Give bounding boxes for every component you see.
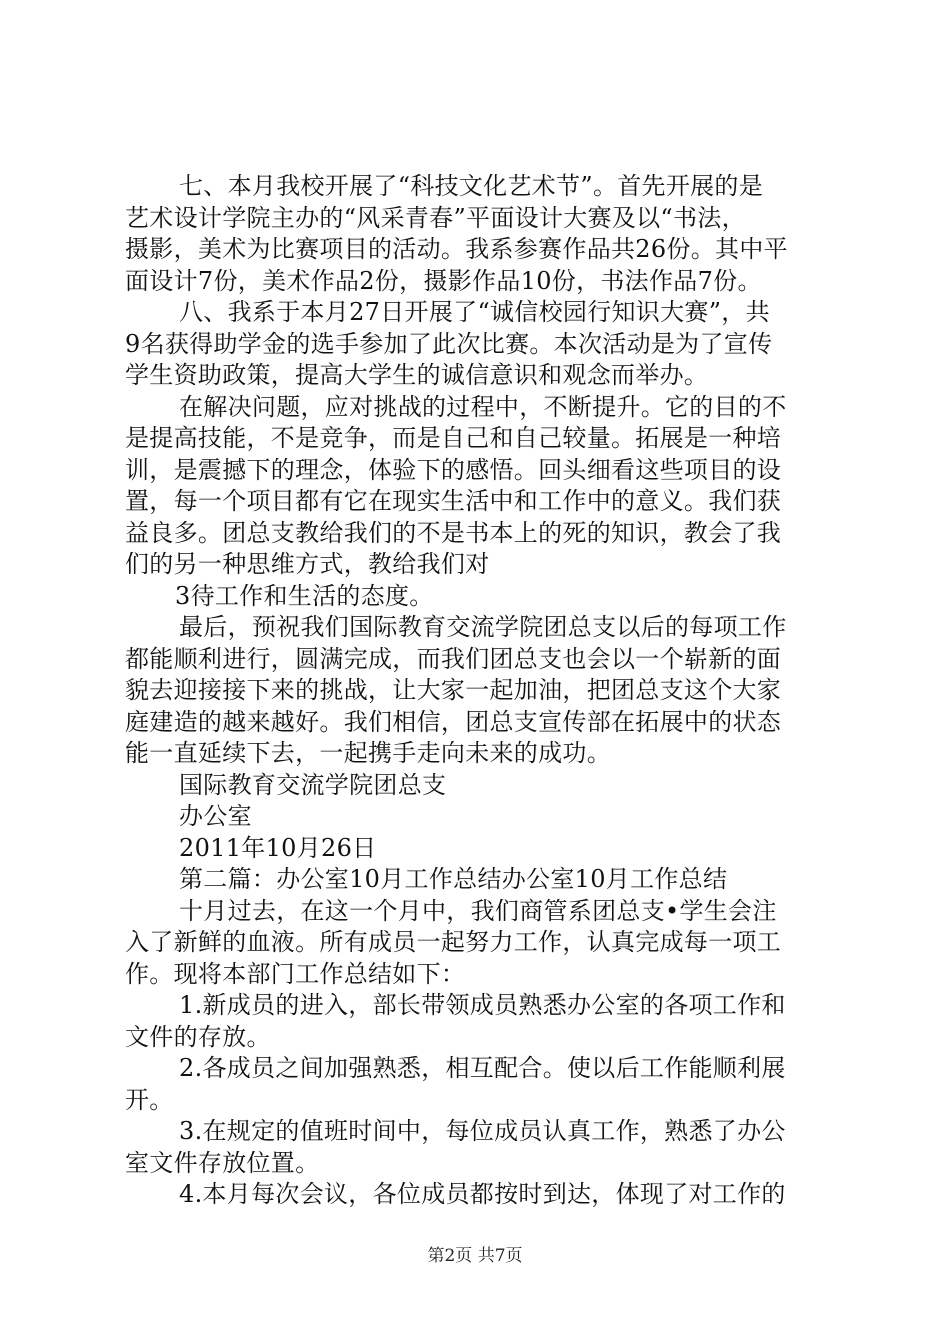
text-line: 们的另一种思维方式，教给我们对 bbox=[125, 550, 490, 578]
text-line: 置，每一个项目都有它在现实生活中和工作中的意义。我们获 bbox=[125, 487, 782, 515]
text-line: 3待工作和生活的态度。 bbox=[175, 581, 434, 610]
text-line: 庭建造的越来越好。我们相信，团总支宣传部在拓展中的状态 bbox=[125, 707, 782, 736]
text-line: 是提高技能，不是竞争，而是自己和自己较量。拓展是一种培 bbox=[125, 424, 782, 452]
text-line: 最后，预祝我们国际教育交流学院团总支以后的每项工作 bbox=[179, 613, 787, 641]
text-line: 2.各成员之间加强熟悉，相互配合。使以后工作能顺利展 bbox=[179, 1054, 786, 1082]
text-line: 第二篇：办公室10月工作总结办公室10月工作总结 bbox=[179, 865, 728, 893]
text-line: 9名获得助学金的选手参加了此次比赛。本次活动是为了宣传 bbox=[125, 329, 773, 358]
text-line: 益良多。团总支教给我们的不是书本上的死的知识，教会了我 bbox=[125, 518, 782, 547]
text-line: 作。现将本部门工作总结如下： bbox=[125, 959, 466, 988]
text-line: 八、我系于本月27日开展了“诚信校园行知识大赛”，共 bbox=[179, 298, 770, 326]
text-line: 摄影，美术为比赛项目的活动。我系参赛作品共26份。其中平 bbox=[125, 235, 788, 263]
text-line: 文件的存放。 bbox=[125, 1022, 271, 1051]
text-line: 训，是震撼下的理念，体验下的感悟。回头细看这些项目的设 bbox=[125, 455, 782, 484]
text-line: 1.新成员的进入，部长带领成员熟悉办公室的各项工作和 bbox=[179, 991, 786, 1019]
document-body bbox=[125, 171, 835, 1211]
text-line: 国际教育交流学院团总支 bbox=[179, 770, 447, 799]
text-line: 入了新鲜的血液。所有成员一起努力工作，认真完成每一项工 bbox=[125, 928, 782, 956]
text-line: 2011年10月26日 bbox=[179, 833, 377, 862]
text-line: 办公室 bbox=[179, 802, 252, 830]
text-line: 面设计7份，美术作品2份，摄影作品10份，书法作品7份。 bbox=[125, 266, 762, 295]
text-line: 4.本月每次会议，各位成员都按时到达，体现了对工作的 bbox=[179, 1180, 786, 1208]
text-line: 十月过去，在这一个月中，我们商管系团总支•学生会注 bbox=[179, 896, 777, 925]
text-line: 3.在规定的值班时间中，每位成员认真工作，熟悉了办公 bbox=[179, 1117, 786, 1145]
text-line: 在解决问题，应对挑战的过程中，不断提升。它的目的不 bbox=[179, 392, 787, 421]
text-line: 艺术设计学院主办的“风采青春”平面设计大赛及以“书法， bbox=[125, 203, 746, 232]
page-footer: 第2页 共7页 bbox=[427, 1246, 523, 1266]
text-line: 貌去迎接接下来的挑战，让大家一起加油，把团总支这个大家 bbox=[125, 676, 782, 704]
text-line: 学生资助政策，提高大学生的诚信意识和观念而举办。 bbox=[125, 361, 709, 389]
text-line: 七、本月我校开展了“科技文化艺术节”。首先开展的是 bbox=[179, 172, 764, 200]
text-line: 开。 bbox=[125, 1085, 174, 1114]
text-line: 都能顺利进行，圆满完成，而我们团总支也会以一个崭新的面 bbox=[125, 644, 782, 673]
text-line: 能一直延续下去，一起携手走向未来的成功。 bbox=[125, 739, 611, 767]
text-line: 室文件存放位置。 bbox=[125, 1148, 320, 1177]
